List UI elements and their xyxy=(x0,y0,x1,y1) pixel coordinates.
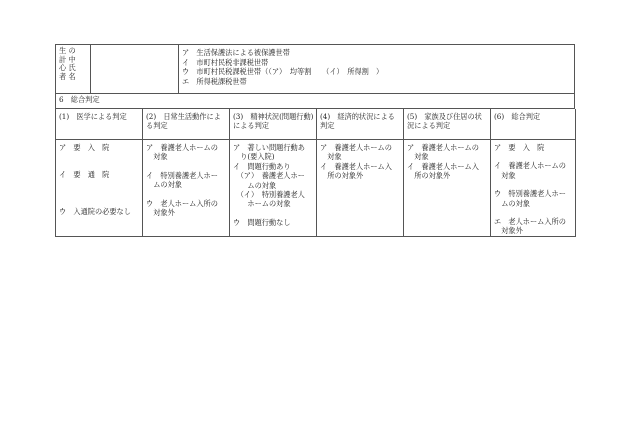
tax-option: エ 所得税課税世帯 xyxy=(182,76,247,86)
option-line: ウ 老人ホーム入所の xyxy=(146,198,218,208)
column-body-family-housing xyxy=(404,140,491,237)
column-header: (3) 精神状況(問題行動)による判定 xyxy=(230,109,317,140)
option-line: ア 養護老人ホームの xyxy=(407,143,479,152)
column-body-medical xyxy=(56,140,143,237)
option-line: イ 要 通 院 xyxy=(59,170,110,180)
label-line: 生 の xyxy=(59,46,76,55)
judgement-grid xyxy=(55,109,576,237)
option-line: ムの対象 xyxy=(233,180,277,190)
option-line: ムの対象 xyxy=(146,180,182,190)
applicant-label xyxy=(56,45,91,94)
option-line: 対象 xyxy=(407,152,429,162)
option-line: ア 要 入 院 xyxy=(494,143,545,152)
option-line: ア 養護老人ホームの xyxy=(146,143,218,152)
option-line: イ 問題行動あり xyxy=(233,161,291,171)
option-line: （ア） 養護老人ホー xyxy=(233,171,305,181)
option-line: イ 養護老人ホーム入 xyxy=(407,161,479,171)
column-body-economic xyxy=(317,140,404,237)
tax-option: ウ 市町村民税課税世帯（（ア） 均等割 （イ） 所得割 ） xyxy=(182,67,384,77)
section-title-row xyxy=(55,94,575,109)
section-title: 6 総合判定 xyxy=(56,94,575,109)
option-line: 対象外 xyxy=(494,226,523,236)
option-line: ア 養護老人ホームの xyxy=(320,143,392,152)
tax-status-options xyxy=(179,45,575,94)
option-line: 対象外 xyxy=(146,208,175,218)
column-header: (4) 経済的状況による判定 xyxy=(317,109,404,140)
option-line: イ 特別養護老人ホー xyxy=(146,170,218,180)
option-line: 対象 xyxy=(320,152,342,162)
column-header: (6) 総合判定 xyxy=(491,109,576,140)
option-line: 対象 xyxy=(494,170,516,180)
option-line: エ 老人ホーム入所の xyxy=(494,217,566,227)
option-line: り(要入院) xyxy=(233,152,275,162)
option-line: 所の対象外 xyxy=(407,171,451,181)
option-line: 対象 xyxy=(146,152,168,162)
column-header: (1) 医学による判定 xyxy=(56,109,143,140)
option-line: ウ 特別養護老人ホー xyxy=(494,189,566,199)
tax-option: ア 生活保護法による被保護世帯 xyxy=(182,48,290,57)
column-body-daily-living xyxy=(143,140,230,237)
option-line: ウ 入通院の必要なし xyxy=(59,206,131,216)
option-line: ムの対象 xyxy=(494,198,530,208)
option-line: イ 養護老人ホーム入 xyxy=(320,161,392,171)
column-body-overall xyxy=(491,140,576,237)
option-line: 所の対象外 xyxy=(320,171,364,181)
column-header: (2) 日常生活動作による判定 xyxy=(143,109,230,140)
label-line: 計 中 xyxy=(59,54,76,64)
option-line: ウ 問題行動なし xyxy=(233,217,291,227)
applicant-table xyxy=(55,44,575,94)
option-line: ア 著しい問題行動あ xyxy=(233,143,305,152)
tax-option: イ 市町村民税非課税世帯 xyxy=(182,57,269,67)
option-line: イ 養護老人ホームの xyxy=(494,161,566,171)
assessment-form xyxy=(55,44,575,237)
label-line: 心 氏 xyxy=(59,63,76,73)
label-line: 者 名 xyxy=(59,71,76,81)
applicant-name-field[interactable] xyxy=(91,45,179,94)
option-line: （イ） 特別養護老人 xyxy=(233,190,305,200)
option-line: ホームの対象 xyxy=(233,199,291,209)
column-header: (5) 家族及び住居の状況による判定 xyxy=(404,109,491,140)
column-body-mental xyxy=(230,140,317,237)
option-line: ア 要 入 院 xyxy=(59,143,110,152)
